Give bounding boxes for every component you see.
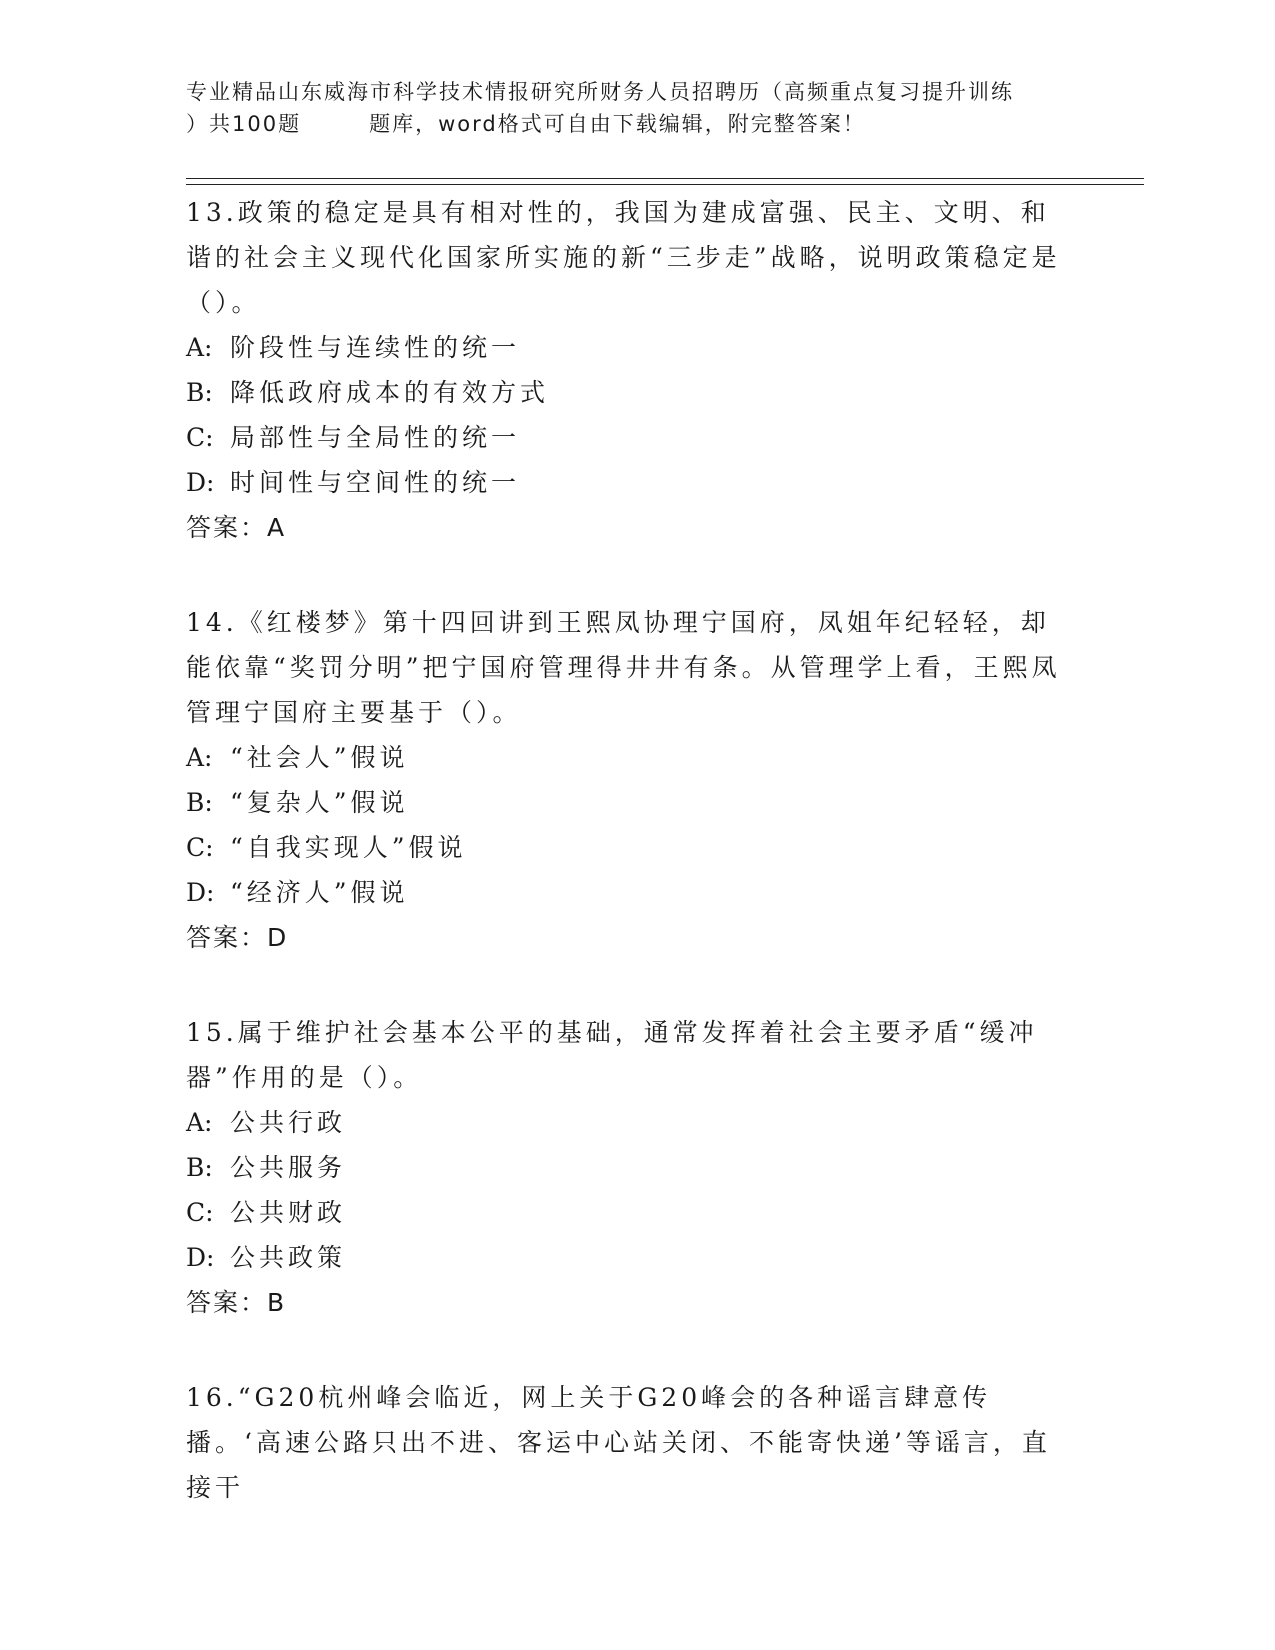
answer: 答案：A [186, 513, 287, 542]
option-d [186, 460, 1066, 505]
header-line-2-part-a: ）共100题 [186, 112, 302, 136]
question-text: 16.“G20杭州峰会临近，网上关于G20峰会的各种谣言肆意传播。‘高速公路只出不进、客运中心站关闭、不能寄快递’等谣言，直接干 [186, 1383, 1051, 1502]
header-line-2 [186, 108, 1086, 140]
option-text: 公共行政 [230, 1108, 347, 1137]
option-key: A: [186, 743, 213, 772]
option-b [186, 1145, 1066, 1190]
option-key: B: [186, 1153, 213, 1182]
option-text: “经济人”假说 [230, 878, 409, 907]
option-a [186, 325, 1066, 370]
header-line-2-part-b: 题库，word格式可自由下载编辑，附完整答案！ [369, 112, 866, 136]
option-key: D: [186, 468, 215, 497]
option-text: 降低政府成本的有效方式 [230, 378, 550, 407]
document-header [186, 76, 1086, 140]
option-a [186, 1100, 1066, 1145]
question-list [186, 190, 1066, 1560]
answer: 答案：D [186, 923, 289, 952]
answer: 答案：B [186, 1288, 287, 1317]
option-c [186, 1190, 1066, 1235]
option-key: A: [186, 1108, 213, 1137]
question-16 [186, 1375, 1066, 1510]
question-15 [186, 1010, 1066, 1325]
option-d [186, 870, 1066, 915]
option-a [186, 735, 1066, 780]
option-text: 公共财政 [230, 1198, 347, 1227]
option-key: C: [186, 1198, 214, 1227]
option-text: 公共政策 [230, 1243, 347, 1272]
header-rule-top [186, 178, 1144, 179]
header-rule-bottom [186, 184, 1144, 185]
question-text: 13.政策的稳定是具有相对性的，我国为建成富强、民主、文明、和谐的社会主义现代化国家所实施的新“三步走”战略，说明政策稳定是（）。 [186, 198, 1061, 317]
option-text: “复杂人”假说 [230, 788, 409, 817]
option-text: “社会人”假说 [230, 743, 409, 772]
option-text: “自我实现人”假说 [230, 833, 467, 862]
option-b [186, 780, 1066, 825]
option-text: 时间性与空间性的统一 [230, 468, 521, 497]
option-key: C: [186, 833, 214, 862]
option-text: 公共服务 [230, 1153, 347, 1182]
question-13 [186, 190, 1066, 550]
question-14 [186, 600, 1066, 960]
option-c [186, 415, 1066, 460]
option-text: 阶段性与连续性的统一 [230, 333, 521, 362]
option-key: A: [186, 333, 213, 362]
option-key: B: [186, 788, 213, 817]
option-b [186, 370, 1066, 415]
question-text: 15.属于维护社会基本公平的基础，通常发挥着社会主要矛盾“缓冲器”作用的是（）。 [186, 1018, 1038, 1092]
option-d [186, 1235, 1066, 1280]
option-text: 局部性与全局性的统一 [230, 423, 521, 452]
option-key: B: [186, 378, 213, 407]
question-text: 14.《红楼梦》第十四回讲到王熙凤协理宁国府，凤姐年纪轻轻，却能依靠“奖罚分明”把宁国府管理得井井有条。从管理学上看，王熙凤管理宁国府主要基于（）。 [186, 608, 1061, 727]
header-line-1: 专业精品山东威海市科学技术情报研究所财务人员招聘历（高频重点复习提升训练 [186, 80, 1014, 104]
option-key: D: [186, 878, 215, 907]
option-c [186, 825, 1066, 870]
option-key: C: [186, 423, 214, 452]
option-key: D: [186, 1243, 215, 1272]
